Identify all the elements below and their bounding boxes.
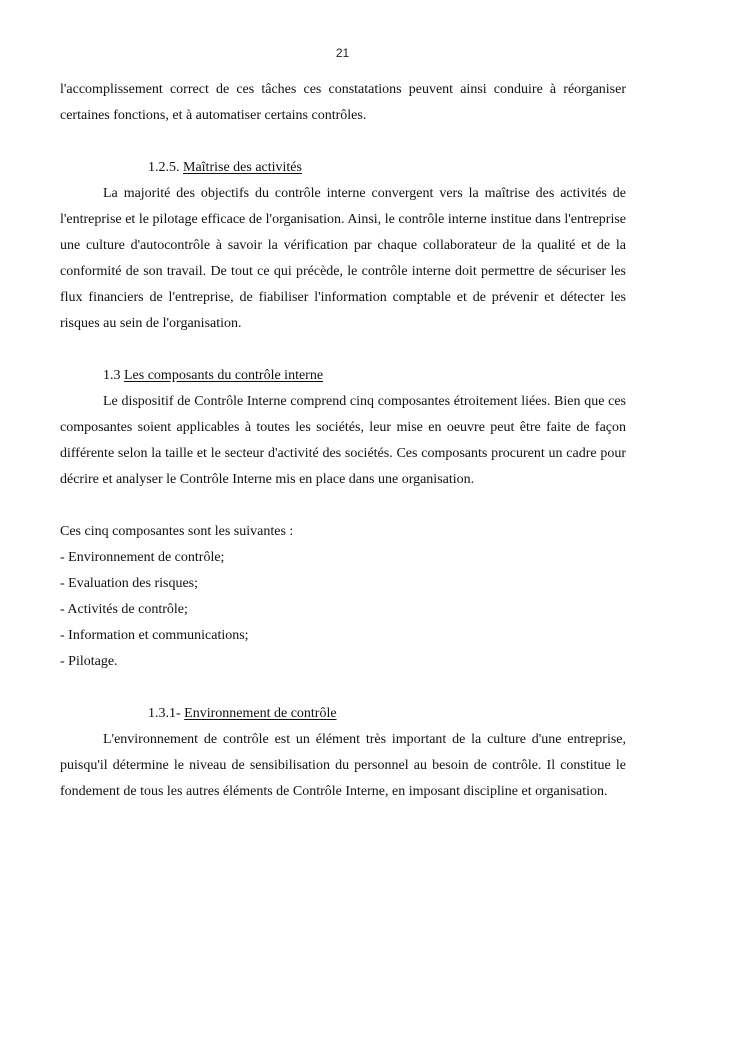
list-item: - Information et communications;: [60, 628, 249, 643]
section-body-1-2-5: La majorité des objectifs du contrôle interne convergent vers la maîtrise des activités de l'entreprise et le pilotage efficace de l'organisation. Ainsi, le contrôle interne institue dans l'entreprise une culture d'autocontrôle à savoir la vérification par chaque collaborateur de la qualité et de la conformité de son travail. De tout ce qui précède, le contrôle interne doit permettre de sécuriser les flux financiers de l'entreprise, de fiabiliser l'information comptable et de prévenir et détecter les risques au sein de l'organisation.: [60, 186, 626, 331]
section-number: 1.3: [103, 368, 121, 383]
components-intro: Ces cinq composantes sont les suivantes :: [60, 524, 294, 539]
components-list: [60, 545, 626, 675]
section-title: Maîtrise des activités: [183, 160, 302, 175]
page-content: [60, 77, 626, 805]
spacer: [60, 337, 626, 363]
section-body-1-3-1: L'environnement de contrôle est un élément très important de la culture d'une entreprise, puisqu'il détermine le niveau de sensibilisation du personnel au besoin de contrôle. Il constitue le fondement de tous les autres éléments de Contrôle Interne, en imposant discipline et organisation.: [60, 732, 626, 799]
section-heading-1-3: [60, 363, 626, 389]
list-item: - Evaluation des risques;: [60, 576, 199, 591]
intro-paragraph: l'accomplissement correct de ces tâches ces constatations peuvent ainsi conduire à réorganiser certaines fonctions, et à automatiser certains contrôles.: [60, 82, 626, 123]
section-number: 1.3.1-: [148, 706, 181, 721]
spacer: [60, 675, 626, 701]
section-number: 1.2.5.: [148, 160, 180, 175]
section-heading-1-2-5: [60, 155, 626, 181]
list-item: - Pilotage.: [60, 654, 118, 669]
section-title: Les composants du contrôle interne: [124, 368, 324, 383]
spacer: [60, 493, 626, 519]
section-heading-1-3-1: [60, 701, 626, 727]
list-item: - Activités de contrôle;: [60, 602, 188, 617]
section-body-1-3: Le dispositif de Contrôle Interne comprend cinq composantes étroitement liées. Bien que ces composantes soient applicables à toutes les sociétés, leur mise en oeuvre peut être faite de façon différente selon la taille et le secteur d'activité des sociétés. Ces composants procurent un cadre pour décrire et analyser le Contrôle Interne mis en place dans une organisation.: [60, 394, 626, 487]
spacer: [60, 129, 626, 155]
list-item: - Environnement de contrôle;: [60, 550, 225, 565]
page-number: 21: [335, 46, 350, 60]
section-title: Environnement de contrôle: [184, 706, 337, 721]
